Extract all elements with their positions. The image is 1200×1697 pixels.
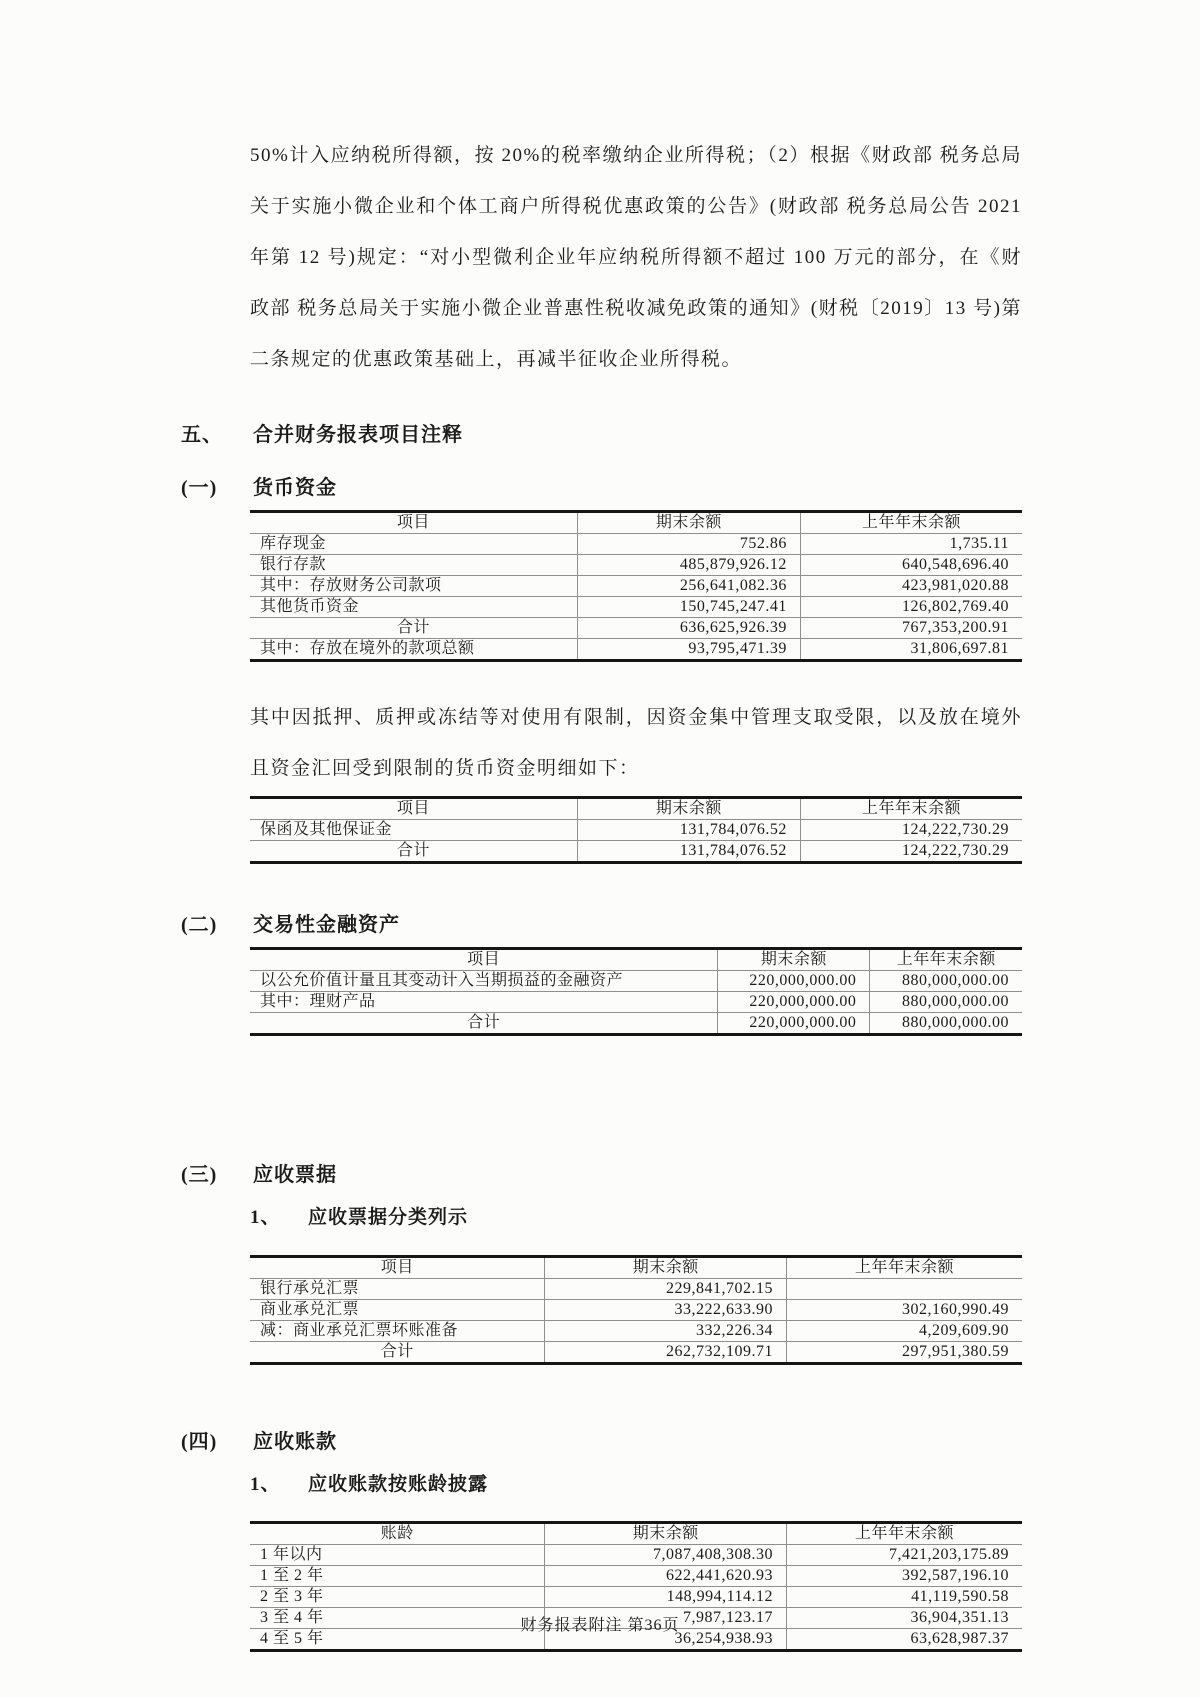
row-label: 其中：理财产品 — [250, 992, 718, 1013]
section-title: 合并财务报表项目注释 — [253, 424, 463, 446]
column-header: 上年年末余额 — [800, 512, 1022, 534]
row-value-current: 220,000,000.00 — [718, 1013, 870, 1035]
row-value-prior: 31,806,697.81 — [800, 639, 1022, 661]
section-heading-main — [181, 422, 1022, 449]
row-label: 4 至 5 年 — [250, 1629, 545, 1651]
subsection-heading-notes-classification — [250, 1205, 1022, 1231]
row-value-prior: 7,421,203,175.89 — [787, 1545, 1022, 1566]
row-label: 商业承兑汇票 — [250, 1300, 545, 1321]
table-row — [250, 1300, 1022, 1321]
row-value-prior: 880,000,000.00 — [870, 971, 1022, 992]
column-header: 上年年末余额 — [870, 949, 1022, 971]
column-header: 上年年末余额 — [787, 1523, 1022, 1545]
page-content — [181, 0, 1022, 1652]
table-row — [250, 1321, 1022, 1342]
cash-table — [250, 510, 1022, 662]
row-value-current: 148,994,114.12 — [545, 1587, 787, 1608]
section-heading-accounts-receivable — [181, 1429, 1022, 1456]
row-value-current: 93,795,471.39 — [577, 639, 800, 661]
column-header: 期末余额 — [577, 798, 800, 820]
table-header-row — [250, 1523, 1022, 1545]
row-value-current: 150,745,247.41 — [577, 597, 800, 618]
row-label: 1 至 2 年 — [250, 1566, 545, 1587]
tax-policy-paragraph: 50%计入应纳税所得额，按 20%的税率缴纳企业所得税；（2）根据《财政部 税务总局关于实施小微企业和个体工商户所得税优惠政策的公告》(财政部 税务总局公告 2021 年第 12 号)规定：“对小型微利企业年应纳税所得额不超过 100 万元的部分，在《财政部 税务总局关于实施小微企业普惠性税收减免政策的通知》(财税〔2019〕13 号)第二条规定的优惠政策基础上，再减半征收企业所得税。 — [250, 145, 1022, 370]
restricted-cash-table — [250, 796, 1022, 864]
row-label: 合计 — [250, 1342, 545, 1364]
section-number: (一) — [181, 477, 218, 499]
row-value-prior: 302,160,990.49 — [787, 1300, 1022, 1321]
table-row — [250, 1587, 1022, 1608]
section-number: (四) — [181, 1431, 218, 1453]
row-label: 保函及其他保证金 — [250, 820, 577, 841]
row-value-current: 262,732,109.71 — [545, 1342, 787, 1364]
row-label: 其中：存放财务公司款项 — [250, 576, 577, 597]
row-value-prior: 880,000,000.00 — [870, 1013, 1022, 1035]
row-value-prior: 767,353,200.91 — [800, 618, 1022, 639]
row-value-current: 220,000,000.00 — [718, 992, 870, 1013]
row-label: 3 至 4 年 — [250, 1608, 545, 1629]
row-value-current: 622,441,620.93 — [545, 1566, 787, 1587]
section-title: 应收票据 — [253, 1164, 337, 1186]
row-label: 合计 — [250, 1013, 718, 1035]
section-heading-cash — [181, 475, 1022, 502]
row-value-prior: 126,802,769.40 — [800, 597, 1022, 618]
trading-assets-table — [250, 947, 1022, 1036]
column-header: 期末余额 — [577, 512, 800, 534]
row-label: 其他货币资金 — [250, 597, 577, 618]
table-row — [250, 971, 1022, 992]
table-total-row — [250, 618, 1022, 639]
subsection-title: 应收票据分类列示 — [308, 1207, 469, 1228]
column-header: 上年年末余额 — [800, 798, 1022, 820]
table-row — [250, 1566, 1022, 1587]
page-footer: 财务报表附注 第36页 — [520, 1617, 680, 1634]
table-row — [250, 992, 1022, 1013]
notes-receivable-table — [250, 1255, 1022, 1365]
table-row — [250, 639, 1022, 661]
section-heading-trading — [181, 912, 1022, 939]
row-value-current: 33,222,633.90 — [545, 1300, 787, 1321]
row-label: 1 年以内 — [250, 1545, 545, 1566]
row-label: 银行承兑汇票 — [250, 1279, 545, 1300]
row-value-prior: 297,951,380.59 — [787, 1342, 1022, 1364]
column-header: 账龄 — [250, 1523, 545, 1545]
table-row — [250, 820, 1022, 841]
section-title: 交易性金融资产 — [253, 914, 400, 936]
section-number: (三) — [181, 1164, 218, 1186]
section-heading-notes-receivable — [181, 1162, 1022, 1189]
column-header: 期末余额 — [718, 949, 870, 971]
restricted-cash-paragraph: 其中因抵押、质押或冻结等对使用有限制，因资金集中管理支取受限，以及放在境外且资金汇回受到限制的货币资金明细如下： — [250, 707, 1022, 779]
row-label: 2 至 3 年 — [250, 1587, 545, 1608]
row-label: 库存现金 — [250, 534, 577, 555]
table-total-row — [250, 1342, 1022, 1364]
table-header-row — [250, 1257, 1022, 1279]
column-header: 项目 — [250, 512, 577, 534]
table-row — [250, 1279, 1022, 1300]
row-value-prior: 392,587,196.10 — [787, 1566, 1022, 1587]
row-value-current: 36,254,938.93 — [545, 1629, 787, 1651]
table-row — [250, 576, 1022, 597]
section-number: 五、 — [181, 424, 223, 446]
row-value-prior: 640,548,696.40 — [800, 555, 1022, 576]
row-value-prior: 124,222,730.29 — [800, 820, 1022, 841]
row-value-current: 229,841,702.15 — [545, 1279, 787, 1300]
subsection-heading-receivable-aging — [250, 1472, 1022, 1498]
table-total-row — [250, 841, 1022, 863]
table-total-row — [250, 1013, 1022, 1035]
table-row — [250, 597, 1022, 618]
section-title: 货币资金 — [253, 477, 337, 499]
section-number: (二) — [181, 914, 218, 936]
column-header: 项目 — [250, 798, 577, 820]
row-value-prior: 4,209,609.90 — [787, 1321, 1022, 1342]
row-value-current: 7,987,123.17 — [545, 1608, 787, 1629]
row-value-current: 220,000,000.00 — [718, 971, 870, 992]
row-label: 减：商业承兑汇票坏账准备 — [250, 1321, 545, 1342]
table-row — [250, 1545, 1022, 1566]
row-value-current: 485,879,926.12 — [577, 555, 800, 576]
row-value-current: 7,087,408,308.30 — [545, 1545, 787, 1566]
row-value-current: 636,625,926.39 — [577, 618, 800, 639]
row-value-prior: 63,628,987.37 — [787, 1629, 1022, 1651]
row-value-prior: 41,119,590.58 — [787, 1587, 1022, 1608]
row-value-current: 752.86 — [577, 534, 800, 555]
row-value-current: 256,641,082.36 — [577, 576, 800, 597]
column-header: 项目 — [250, 1257, 545, 1279]
row-label: 以公允价值计量且其变动计入当期损益的金融资产 — [250, 971, 718, 992]
subsection-number: 1、 — [250, 1474, 281, 1495]
table-header-row — [250, 798, 1022, 820]
row-label: 其中：存放在境外的款项总额 — [250, 639, 577, 661]
table-row — [250, 534, 1022, 555]
row-value-prior: 36,904,351.13 — [787, 1608, 1022, 1629]
column-header: 期末余额 — [545, 1523, 787, 1545]
row-value-current: 131,784,076.52 — [577, 820, 800, 841]
column-header: 期末余额 — [545, 1257, 787, 1279]
table-header-row — [250, 949, 1022, 971]
subsection-title: 应收账款按账龄披露 — [308, 1474, 489, 1495]
row-label: 合计 — [250, 618, 577, 639]
row-label: 银行存款 — [250, 555, 577, 576]
row-value-current: 332,226.34 — [545, 1321, 787, 1342]
row-value-prior: 423,981,020.88 — [800, 576, 1022, 597]
row-label: 合计 — [250, 841, 577, 863]
row-value-prior: 1,735.11 — [800, 534, 1022, 555]
row-value-prior: 124,222,730.29 — [800, 841, 1022, 863]
table-row — [250, 555, 1022, 576]
section-title: 应收账款 — [253, 1431, 337, 1453]
row-value-prior: 880,000,000.00 — [870, 992, 1022, 1013]
row-value-current: 131,784,076.52 — [577, 841, 800, 863]
column-header: 项目 — [250, 949, 718, 971]
table-header-row — [250, 512, 1022, 534]
subsection-number: 1、 — [250, 1207, 281, 1228]
row-value-prior — [787, 1279, 1022, 1300]
column-header: 上年年末余额 — [787, 1257, 1022, 1279]
